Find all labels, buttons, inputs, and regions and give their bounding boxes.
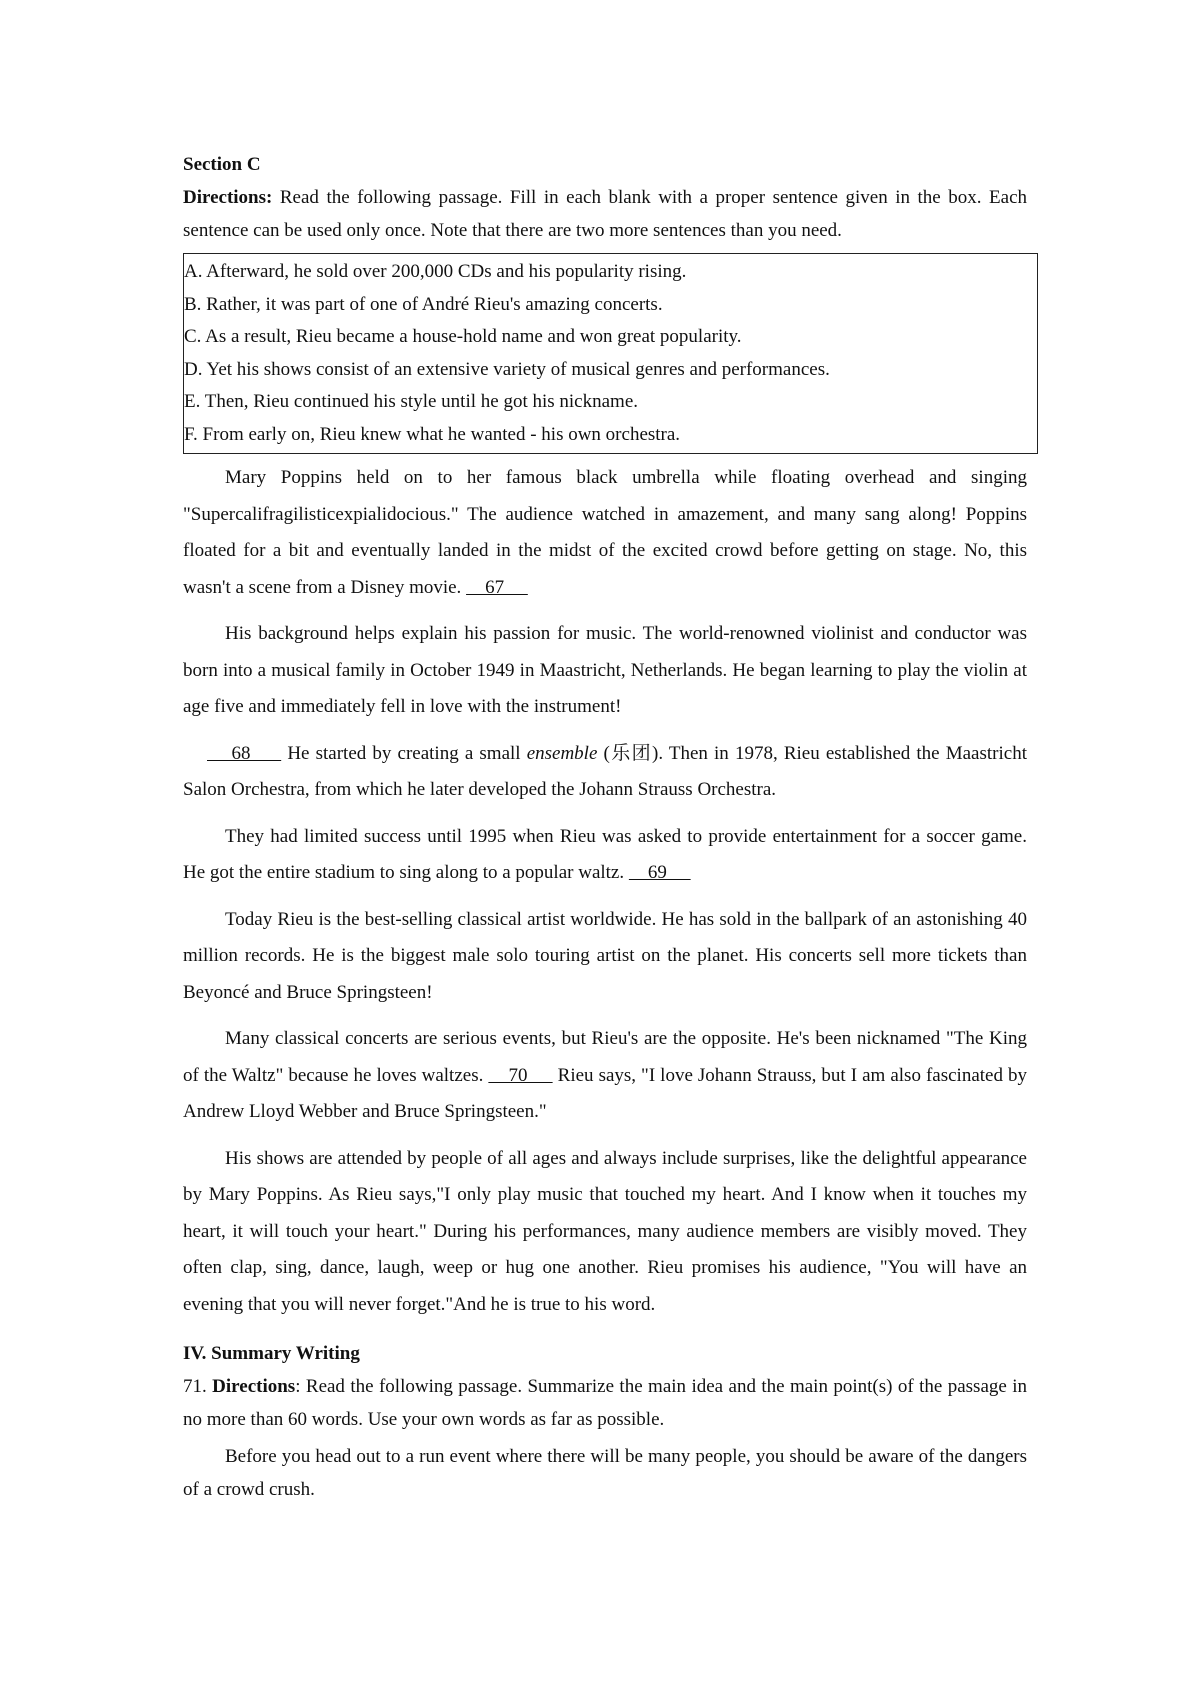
option-f: F. From early on, Rieu knew what he wanted - his own orchestra.	[184, 423, 681, 445]
blank-67: 67	[466, 576, 528, 598]
option-c: C. As a result, Rieu became a house-hold name and won great popularity.	[184, 326, 742, 347]
paragraph-4-text: They had limited success until 1995 when Rieu was asked to provide entertainment for a soccer game. He got the entire stadium to sing along to a popular waltz.	[183, 825, 1027, 883]
paragraph-1-text: Mary Poppins held on to her famous black umbrella while floating overhead and singing "Supercalifragilisticexpialidocious." The audience watched in amazement, and many sang along! Poppins floated for a bit and eventually landed in the midst of the excited crowd before getting on stage. No, this wasn't a scene from a Disney movie.	[183, 467, 1027, 598]
options-box	[183, 253, 1038, 454]
option-a: A. Afterward, he sold over 200,000 CDs and his popularity rising.	[184, 261, 687, 282]
option-e: E. Then, Rieu continued his style until he got his nickname.	[184, 391, 638, 412]
passage-paragraph-2: His background helps explain his passion for music. The world-renowned violinist and conductor was born into a musical family in October 1949 in Maastricht, Netherlands. He began learning to play the violin at age five and immediately fell in love with the instrument!	[183, 623, 1027, 717]
paragraph-6-text-b: Rieu says, "I love Johann Strauss, but I am also fascinated by Andrew Lloyd Webber and Bruce Springsteen."	[183, 1064, 1028, 1122]
section-c-directions	[183, 181, 1027, 247]
blank-68: 68	[207, 742, 282, 764]
section-c-title: Section C	[183, 154, 261, 175]
directions-text: Read the following passage. Fill in each blank with a proper sentence given in the box. Each sentence can be used only once. Note that there are two more sentences than you need.	[183, 187, 1027, 241]
paragraph-3-text-b: (乐团). Then in 1978, Rieu established the Maastricht Salon Orchestra, from which he later developed the Johann Strauss Orchestra.	[183, 742, 1027, 800]
passage-paragraph-4	[183, 819, 1027, 892]
directions-label: Directions:	[183, 187, 273, 208]
paragraph-6-text-a: Many classical concerts are serious events, but Rieu's are the opposite. He's been nicknamed "The King of the Waltz" because he loves waltzes.	[183, 1028, 1027, 1086]
option-d: D. Yet his shows consist of an extensive variety of musical genres and performances.	[184, 358, 830, 380]
summary-directions-text: : Read the following passage. Summarize the main idea and the main point(s) of the passage in no more than 60 words. Use your own words as far as possible.	[183, 1376, 1028, 1430]
passage-paragraph-6	[183, 1021, 1027, 1131]
summary-directions	[183, 1370, 1027, 1436]
document-page	[183, 148, 1027, 1506]
summary-passage-paragraph-1: Before you head out to a run event where there will be many people, you should be aware of the dangers of a crowd crush.	[183, 1446, 1027, 1500]
option-b: B. Rather, it was part of one of André Rieu's amazing concerts.	[184, 293, 663, 315]
summary-directions-label: Directions	[212, 1376, 296, 1397]
summary-writing-title: IV. Summary Writing	[183, 1343, 360, 1364]
passage-paragraph-5: Today Rieu is the best-selling classical artist worldwide. He has sold in the ballpark of an astonishing 40 million records. He is the biggest male solo touring artist on the planet. His concerts sell more tickets than Beyoncé and Bruce Springsteen!	[183, 908, 1027, 1003]
question-number: 71.	[183, 1376, 213, 1397]
passage-paragraph-3	[183, 736, 1027, 809]
passage-paragraph-1	[183, 460, 1027, 606]
ensemble-term: ensemble	[526, 742, 598, 764]
paragraph-3-text-a: He started by creating a small	[281, 742, 527, 764]
blank-70: 70	[488, 1064, 553, 1086]
blank-69: 69	[628, 862, 691, 883]
passage-paragraph-7: His shows are attended by people of all ages and always include surprises, like the delightful appearance by Mary Poppins. As Rieu says,"I only play music that touched my heart. And I know when it touches my heart, it will touch your heart." During his performances, many audience members are visibly moved. They often clap, sing, dance, laugh, weep or hug one another. Rieu promises his audience, "You will have an evening that you will never forget."And he is true to his word.	[183, 1147, 1027, 1315]
